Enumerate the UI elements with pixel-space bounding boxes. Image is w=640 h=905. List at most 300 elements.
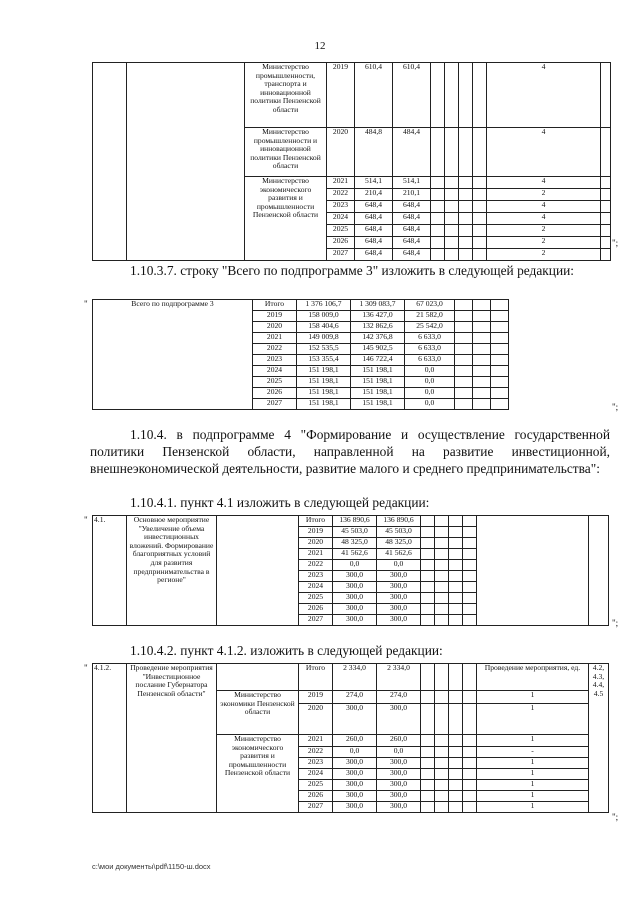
amount-cell: 300,0 <box>333 791 377 802</box>
empty-cell <box>463 758 477 769</box>
year-cell: 2022 <box>299 747 333 758</box>
empty-cell <box>449 769 463 780</box>
empty-cell <box>601 213 611 225</box>
year-cell: 2026 <box>299 791 333 802</box>
amount-cell: 260,0 <box>377 735 421 747</box>
indicator-cell: 1 <box>477 769 589 780</box>
indicator-cell: - <box>477 747 589 758</box>
year-cell: 2020 <box>299 538 333 549</box>
empty-cell <box>459 189 473 201</box>
empty-cell <box>601 249 611 261</box>
empty-cell <box>435 549 449 560</box>
amount-cell: 151 198,1 <box>351 377 405 388</box>
empty-cell <box>459 128 473 177</box>
year-cell: 2019 <box>253 311 297 322</box>
empty-cell <box>435 735 449 747</box>
empty-cell <box>435 664 449 691</box>
amount-cell: 6 633,0 <box>405 333 455 344</box>
empty-cell <box>217 516 299 626</box>
open-quote-2: " <box>84 299 88 309</box>
empty-cell <box>473 300 491 311</box>
org-name: Министерство промышленности, транспорта и инновационной политики Пензенской области <box>245 63 327 128</box>
empty-cell <box>491 399 509 410</box>
amount-cell: 158 009,0 <box>297 311 351 322</box>
paragraph-1-10-4-2: 1.10.4.2. пункт 4.1.2. изложить в следующей редакции: <box>130 643 443 658</box>
indicator-cell: 1 <box>477 691 589 704</box>
empty-cell <box>463 735 477 747</box>
amount-cell: 151 198,1 <box>351 366 405 377</box>
year-cell: 2026 <box>299 604 333 615</box>
empty-cell <box>463 571 477 582</box>
amount-cell: 0,0 <box>405 399 455 410</box>
empty-cell <box>449 615 463 626</box>
empty-cell <box>445 177 459 189</box>
empty-cell <box>421 735 435 747</box>
close-quote-2: "; <box>612 402 619 412</box>
empty-cell <box>421 664 435 691</box>
amount-cell: 151 198,1 <box>351 388 405 399</box>
empty-cell <box>449 593 463 604</box>
org-name: Министерство экономики Пензенской области <box>217 691 299 735</box>
amount-cell: 274,0 <box>377 691 421 704</box>
empty-cell <box>421 802 435 813</box>
empty-cell <box>421 516 435 527</box>
empty-cell <box>93 63 127 261</box>
empty-cell <box>449 735 463 747</box>
empty-cell <box>473 344 491 355</box>
year-cell: 2025 <box>299 780 333 791</box>
empty-cell <box>473 189 487 201</box>
amount-cell: 158 404,6 <box>297 322 351 333</box>
indicator-cell: 4 <box>487 201 601 213</box>
open-quote-3: " <box>84 515 88 525</box>
empty-cell <box>459 177 473 189</box>
amount-cell: 136 890,6 <box>377 516 421 527</box>
amount-cell: 142 376,8 <box>351 333 405 344</box>
amount-cell: 300,0 <box>377 758 421 769</box>
empty-cell <box>473 249 487 261</box>
amount-cell: 300,0 <box>333 780 377 791</box>
amount-cell: 0,0 <box>405 377 455 388</box>
year-cell: 2021 <box>299 549 333 560</box>
empty-cell <box>601 237 611 249</box>
empty-cell <box>421 538 435 549</box>
empty-cell <box>431 201 445 213</box>
empty-cell <box>445 249 459 261</box>
empty-cell <box>463 582 477 593</box>
year-cell: 2023 <box>299 758 333 769</box>
amount-cell: 152 535,5 <box>297 344 351 355</box>
year-cell: 2021 <box>299 735 333 747</box>
empty-cell <box>459 237 473 249</box>
empty-cell <box>477 516 589 626</box>
amount-cell: 610,4 <box>355 63 393 128</box>
amount-cell: 210,1 <box>393 189 431 201</box>
empty-cell <box>463 691 477 704</box>
year-cell: 2021 <box>253 333 297 344</box>
amount-cell: 300,0 <box>333 802 377 813</box>
indicator-cell: 2 <box>487 189 601 201</box>
year-cell: 2019 <box>299 527 333 538</box>
amount-cell: 151 198,1 <box>297 388 351 399</box>
table-subprogram-3-total <box>92 299 509 410</box>
empty-cell <box>431 189 445 201</box>
empty-cell <box>431 177 445 189</box>
empty-cell <box>435 802 449 813</box>
year-cell: 2019 <box>299 691 333 704</box>
amount-cell: 2 334,0 <box>377 664 421 691</box>
empty-cell <box>435 527 449 538</box>
empty-cell <box>491 388 509 399</box>
empty-cell <box>491 366 509 377</box>
indicator-cell: 2 <box>487 249 601 261</box>
empty-cell <box>421 549 435 560</box>
amount-cell: 484,8 <box>355 128 393 177</box>
empty-cell <box>449 582 463 593</box>
empty-cell <box>455 300 473 311</box>
amount-cell: 514,1 <box>355 177 393 189</box>
amount-cell: 145 902,5 <box>351 344 405 355</box>
empty-cell <box>449 560 463 571</box>
year-cell: 2026 <box>327 237 355 249</box>
amount-cell: 300,0 <box>333 593 377 604</box>
amount-cell: 25 542,0 <box>405 322 455 333</box>
empty-cell <box>473 237 487 249</box>
item-name: Проведение мероприятия "Инвестиционное послание Губернатора Пензенской области" <box>127 664 217 813</box>
empty-cell <box>463 802 477 813</box>
amount-cell: 300,0 <box>377 769 421 780</box>
empty-cell <box>455 355 473 366</box>
empty-cell <box>435 571 449 582</box>
empty-cell <box>601 177 611 189</box>
year-cell: 2024 <box>253 366 297 377</box>
amount-cell: 45 503,0 <box>333 527 377 538</box>
empty-cell <box>445 201 459 213</box>
empty-cell <box>463 549 477 560</box>
amount-cell: 0,0 <box>333 747 377 758</box>
item-number: 4.1. <box>93 516 127 626</box>
paragraph-1-10-4-text: 1.10.4. в подпрограмме 4 "Формирование и осуществление государственной политики Пензенской области, направленной на развитие инвестиционной, внешнеэкономической деятельности, развитие малого и среднего предпринимательства": <box>90 427 610 476</box>
indicator-cell: 4 <box>487 128 601 177</box>
year-cell: 2027 <box>299 802 333 813</box>
empty-cell <box>589 516 609 626</box>
close-quote-1: "; <box>612 238 619 248</box>
amount-cell: 300,0 <box>377 802 421 813</box>
empty-cell <box>463 593 477 604</box>
indicator-cell: 1 <box>477 802 589 813</box>
year-cell: 2019 <box>327 63 355 128</box>
indicator-cell: 1 <box>477 758 589 769</box>
year-cell: 2023 <box>299 571 333 582</box>
empty-cell <box>435 560 449 571</box>
year-cell: 2022 <box>327 189 355 201</box>
close-quote-4: "; <box>612 812 619 822</box>
empty-cell <box>435 604 449 615</box>
empty-cell <box>601 128 611 177</box>
empty-cell <box>455 333 473 344</box>
empty-cell <box>455 377 473 388</box>
empty-cell <box>463 747 477 758</box>
empty-cell <box>459 249 473 261</box>
empty-cell <box>455 366 473 377</box>
indicator-cell: 1 <box>477 780 589 791</box>
empty-cell <box>421 571 435 582</box>
org-name: Министерство промышленности и инновационной политики Пензенской области <box>245 128 327 177</box>
amount-cell: 1 309 083,7 <box>351 300 405 311</box>
empty-cell <box>491 311 509 322</box>
empty-cell <box>449 604 463 615</box>
empty-cell <box>445 213 459 225</box>
amount-cell: 648,4 <box>355 237 393 249</box>
empty-cell <box>463 769 477 780</box>
empty-cell <box>473 177 487 189</box>
empty-cell <box>435 582 449 593</box>
indicator-cell: 1 <box>477 704 589 735</box>
empty-cell <box>463 560 477 571</box>
empty-cell <box>463 780 477 791</box>
empty-cell <box>455 344 473 355</box>
amount-cell: 648,4 <box>393 201 431 213</box>
table-row <box>93 63 611 128</box>
amount-cell: 0,0 <box>333 560 377 571</box>
amount-cell: 300,0 <box>333 704 377 735</box>
amount-cell: 648,4 <box>355 249 393 261</box>
empty-cell <box>431 225 445 237</box>
year-cell: Итого <box>299 516 333 527</box>
subprogram-label: Всего по подпрограмме 3 <box>93 300 253 410</box>
total-label: Итого <box>299 664 333 691</box>
empty-cell <box>449 747 463 758</box>
year-cell: Итого <box>253 300 297 311</box>
empty-cell <box>473 399 491 410</box>
empty-cell <box>601 201 611 213</box>
empty-cell <box>491 355 509 366</box>
amount-cell: 648,4 <box>393 249 431 261</box>
footer-file-path: с:\мои документы\pdf\1150-ш.docx <box>92 862 211 871</box>
year-cell: 2024 <box>327 213 355 225</box>
amount-cell: 132 862,6 <box>351 322 405 333</box>
empty-cell <box>435 691 449 704</box>
amount-cell: 153 355,4 <box>297 355 351 366</box>
indicator-cell: 4 <box>487 63 601 128</box>
empty-cell <box>421 780 435 791</box>
amount-cell: 0,0 <box>377 560 421 571</box>
empty-cell <box>435 593 449 604</box>
org-name: Министерство экономического развития и промышленности Пензенской области <box>245 177 327 261</box>
paragraph-1-10-4-1: 1.10.4.1. пункт 4.1 изложить в следующей редакции: <box>130 495 430 510</box>
amount-cell: 21 582,0 <box>405 311 455 322</box>
empty-cell <box>445 189 459 201</box>
empty-cell <box>449 780 463 791</box>
empty-cell <box>435 538 449 549</box>
table-row <box>93 300 509 311</box>
year-cell: 2027 <box>253 399 297 410</box>
empty-cell <box>217 664 299 691</box>
amount-cell: 48 325,0 <box>333 538 377 549</box>
amount-cell: 300,0 <box>377 704 421 735</box>
empty-cell <box>435 704 449 735</box>
empty-cell <box>435 758 449 769</box>
empty-cell <box>449 704 463 735</box>
table-row-total <box>93 664 609 691</box>
amount-cell: 300,0 <box>377 582 421 593</box>
empty-cell <box>421 604 435 615</box>
amount-cell: 300,0 <box>377 780 421 791</box>
amount-cell: 6 633,0 <box>405 355 455 366</box>
amount-cell: 648,4 <box>355 201 393 213</box>
amount-cell: 67 023,0 <box>405 300 455 311</box>
empty-cell <box>473 366 491 377</box>
empty-cell <box>491 322 509 333</box>
empty-cell <box>449 516 463 527</box>
amount-cell: 484,4 <box>393 128 431 177</box>
empty-cell <box>421 593 435 604</box>
empty-cell <box>491 333 509 344</box>
amount-cell: 151 198,1 <box>297 366 351 377</box>
empty-cell <box>421 582 435 593</box>
amount-cell: 648,4 <box>355 213 393 225</box>
empty-cell <box>473 355 491 366</box>
empty-cell <box>491 377 509 388</box>
empty-cell <box>445 128 459 177</box>
empty-cell <box>463 538 477 549</box>
year-cell: 2020 <box>327 128 355 177</box>
empty-cell <box>463 516 477 527</box>
indicator-cell: 1 <box>477 791 589 802</box>
empty-cell <box>421 758 435 769</box>
amount-cell: 300,0 <box>333 758 377 769</box>
amount-cell: 300,0 <box>377 791 421 802</box>
amount-cell: 48 325,0 <box>377 538 421 549</box>
year-cell: 2022 <box>299 560 333 571</box>
amount-cell: 41 562,6 <box>333 549 377 560</box>
empty-cell <box>435 791 449 802</box>
empty-cell <box>473 225 487 237</box>
empty-cell <box>455 311 473 322</box>
empty-cell <box>435 747 449 758</box>
empty-cell <box>421 615 435 626</box>
amount-cell: 0,0 <box>405 366 455 377</box>
empty-cell <box>449 691 463 704</box>
empty-cell <box>455 388 473 399</box>
amount-cell: 648,4 <box>393 213 431 225</box>
amount-cell: 210,4 <box>355 189 393 201</box>
year-cell: 2023 <box>327 201 355 213</box>
amount-cell: 136 890,6 <box>333 516 377 527</box>
empty-cell <box>459 63 473 128</box>
amount-cell: 648,4 <box>355 225 393 237</box>
amount-cell: 0,0 <box>377 747 421 758</box>
amount-cell: 1 376 106,7 <box>297 300 351 311</box>
empty-cell <box>431 213 445 225</box>
year-cell: 2020 <box>253 322 297 333</box>
indicator-cell: 2 <box>487 225 601 237</box>
empty-cell <box>463 704 477 735</box>
empty-cell <box>445 63 459 128</box>
empty-cell <box>473 311 491 322</box>
empty-cell <box>455 399 473 410</box>
empty-cell <box>601 189 611 201</box>
amount-cell: 260,0 <box>333 735 377 747</box>
empty-cell <box>435 516 449 527</box>
year-cell: 2025 <box>327 225 355 237</box>
paragraph-1-10-3-7: 1.10.3.7. строку "Всего по подпрограмме 3" изложить в следующей редакции: <box>130 263 575 278</box>
table-row <box>93 516 609 527</box>
indicator-cell: 4 <box>487 177 601 189</box>
amount-cell: 274,0 <box>333 691 377 704</box>
indicator-links: 4.2, 4.3, 4.4, 4.5 <box>589 664 609 813</box>
amount-cell: 300,0 <box>333 769 377 780</box>
empty-cell <box>459 213 473 225</box>
amount-cell: 151 198,1 <box>297 399 351 410</box>
year-cell: 2025 <box>299 593 333 604</box>
empty-cell <box>463 615 477 626</box>
open-quote-4: " <box>84 663 88 673</box>
amount-cell: 300,0 <box>333 582 377 593</box>
empty-cell <box>463 791 477 802</box>
empty-cell <box>463 664 477 691</box>
amount-cell: 300,0 <box>377 604 421 615</box>
empty-cell <box>455 322 473 333</box>
amount-cell: 514,1 <box>393 177 431 189</box>
empty-cell <box>601 225 611 237</box>
year-cell: 2024 <box>299 769 333 780</box>
page-number: 12 <box>314 40 326 52</box>
year-cell: 2027 <box>299 615 333 626</box>
empty-cell <box>127 63 245 261</box>
indicator-cell: 2 <box>487 237 601 249</box>
amount-cell: 149 009,8 <box>297 333 351 344</box>
empty-cell <box>449 758 463 769</box>
year-cell: 2027 <box>327 249 355 261</box>
org-name: Министерство экономического развития и промышленности Пензенской области <box>217 735 299 813</box>
empty-cell <box>449 791 463 802</box>
empty-cell <box>421 769 435 780</box>
amount-cell: 136 427,0 <box>351 311 405 322</box>
indicator-name: Проведение мероприятия, ед. <box>477 664 589 691</box>
year-cell: 2024 <box>299 582 333 593</box>
empty-cell <box>431 128 445 177</box>
year-cell: 2022 <box>253 344 297 355</box>
empty-cell <box>491 300 509 311</box>
amount-cell: 300,0 <box>377 615 421 626</box>
indicator-cell: 1 <box>477 735 589 747</box>
empty-cell <box>431 249 445 261</box>
empty-cell <box>473 63 487 128</box>
year-cell: 2026 <box>253 388 297 399</box>
amount-cell: 6 633,0 <box>405 344 455 355</box>
year-cell: 2023 <box>253 355 297 366</box>
empty-cell <box>449 802 463 813</box>
item-name: Основное мероприятие "Увеличение объема инвестиционных вложений. Формирование благоприятных условий для развития предпринимательства в регионе" <box>127 516 217 626</box>
empty-cell <box>421 691 435 704</box>
empty-cell <box>445 225 459 237</box>
empty-cell <box>473 213 487 225</box>
empty-cell <box>421 560 435 571</box>
amount-cell: 300,0 <box>333 604 377 615</box>
paragraph-1-10-4 <box>90 426 610 477</box>
empty-cell <box>449 538 463 549</box>
amount-cell: 45 503,0 <box>377 527 421 538</box>
empty-cell <box>431 63 445 128</box>
empty-cell <box>473 333 491 344</box>
year-cell: 2021 <box>327 177 355 189</box>
empty-cell <box>421 747 435 758</box>
amount-cell: 300,0 <box>377 593 421 604</box>
empty-cell <box>473 377 491 388</box>
empty-cell <box>431 237 445 249</box>
close-quote-3: "; <box>612 618 619 628</box>
